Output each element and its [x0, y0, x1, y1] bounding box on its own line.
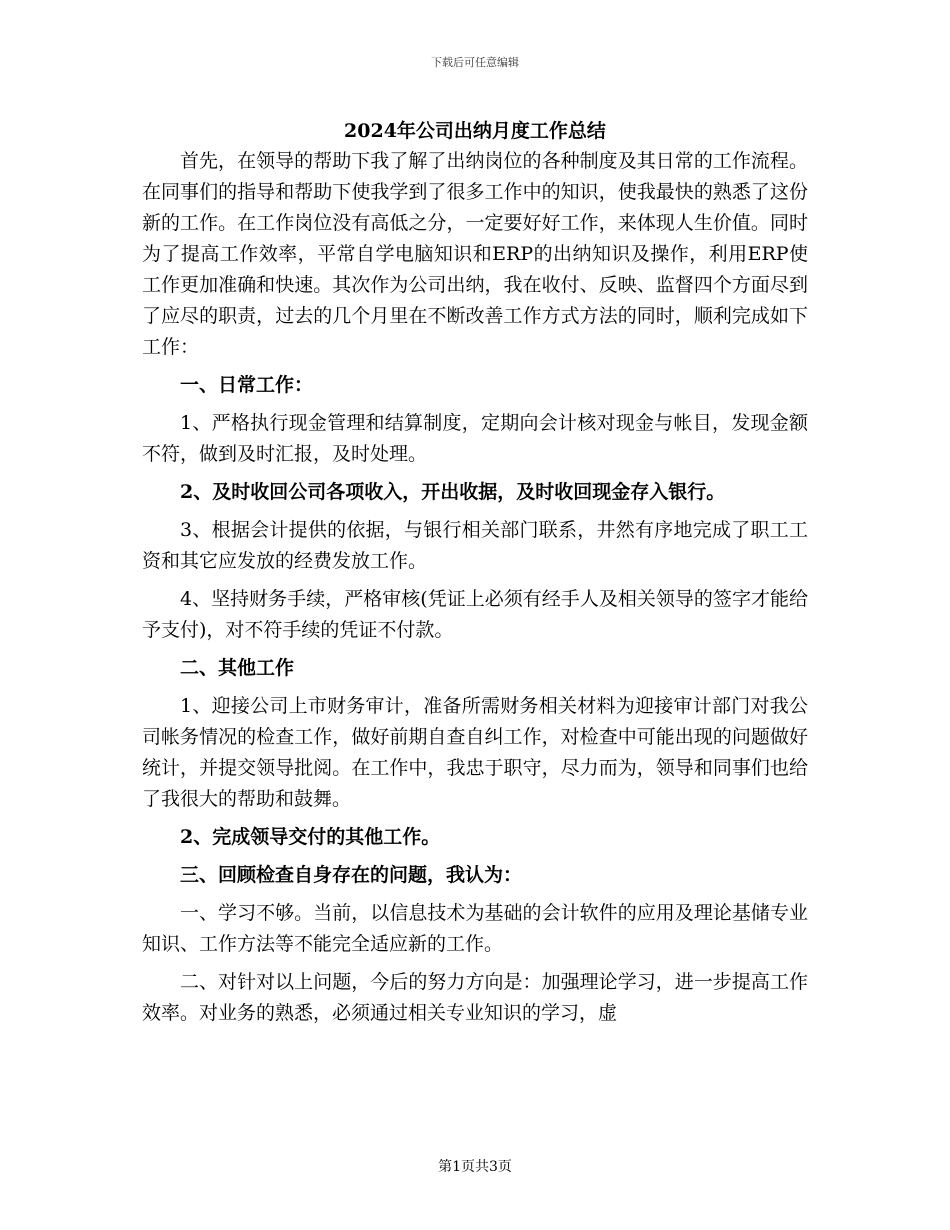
daily-item-1: 1、严格执行现金管理和结算制度，定期向会计核对现金与帐目，发现金额不符，做到及时汇报，及时处理。: [142, 412, 808, 465]
other-item-1: 1、迎接公司上市财务审计，准备所需财务相关材料为迎接审计部门对我公司帐务情况的检查工作，做好前期自查自纠工作，对检查中可能出现的问题做好统计，并提交领导批阅。在工作中，我忠于职守，尽力而为，领导和同事们也给了我很大的帮助和鼓舞。: [142, 695, 808, 810]
intro-paragraph: 首先，在领导的帮助下我了解了出纳岗位的各种制度及其日常的工作流程。在同事们的指导和帮助下使我学到了很多工作中的知识，使我最快的熟悉了这份新的工作。在工作岗位没有高低之分，一定要好好工作，来体现人生价值。同时为了提高工作效率，平常自学电脑知识和ERP的出纳知识及操作，利用ERP使工作更加准确和快速。其次作为公司出纳，我在收付、反映、监督四个方面尽到了应尽的职责，过去的几个月里在不断改善工作方式方法的同时，顺利完成如下工作：: [142, 150, 808, 358]
review-item-1: 一、学习不够。当前，以信息技术为基础的会计软件的应用及理论基储专业知识、工作方法等不能完全适应新的工作。: [142, 902, 808, 955]
review-item-2: 二、对针对以上问题，今后的努力方向是：加强理论学习，进一步提高工作效率。对业务的熟悉，必须通过相关专业知识的学习，虚: [142, 971, 808, 1024]
document-body: [142, 146, 808, 1036]
document-title: 2024年公司出纳月度工作总结: [344, 120, 606, 142]
other-item-2: 2、完成领导交付的其他工作。: [180, 826, 441, 848]
section-heading-other-work: 二、其他工作: [180, 657, 295, 679]
section-heading-daily-work: 一、日常工作：: [180, 374, 314, 396]
section-heading-review: 三、回顾检查自身存在的问题，我认为：: [180, 864, 523, 886]
header-note: 下载后可任意编辑: [431, 56, 519, 69]
daily-item-3: 3、根据会计提供的依据，与银行相关部门联系，井然有序地完成了职工工资和其它应发放的经费发放工作。: [142, 519, 808, 572]
daily-item-4: 4、坚持财务手续，严格审核(凭证上必须有经手人及相关领导的签字才能给予支付)，对不符手续的凭证不付款。: [142, 588, 808, 641]
page-footer: 第1页共3页: [438, 1159, 512, 1175]
daily-item-2: 2、及时收回公司各项收入，开出收据，及时收回现金存入银行。: [180, 481, 726, 503]
